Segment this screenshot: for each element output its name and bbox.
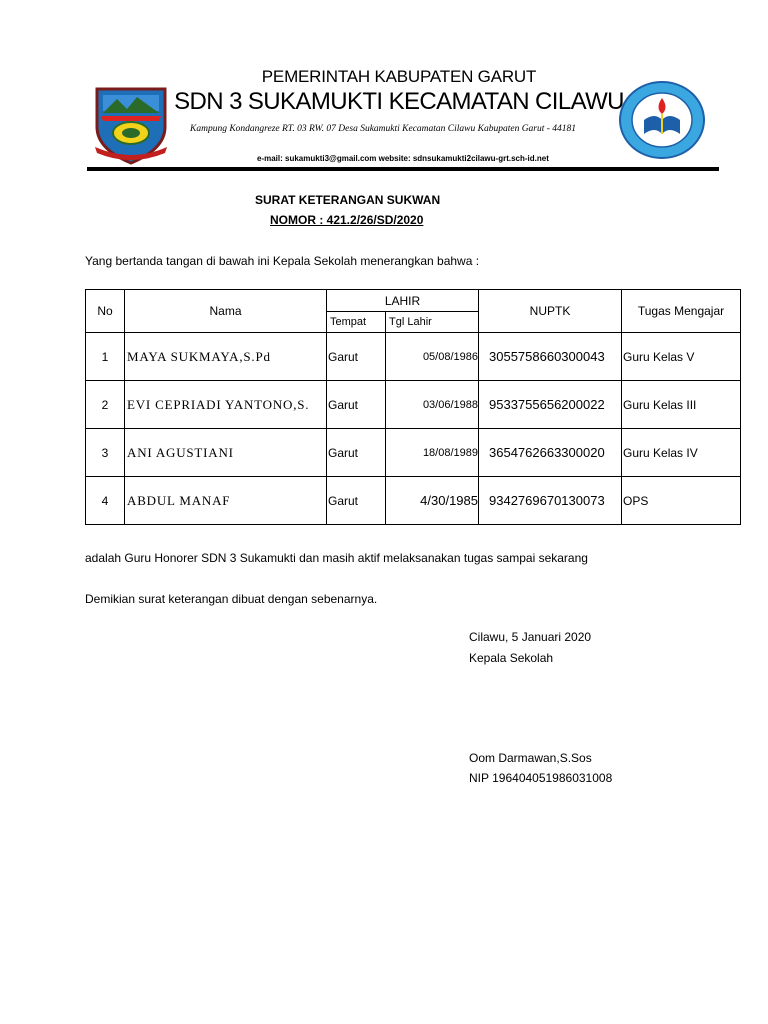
row-no: 3	[86, 429, 125, 477]
header-no: No	[86, 290, 125, 333]
letter-number: NOMOR : 421.2/26/SD/2020	[270, 213, 424, 227]
government-title: PEMERINTAH KABUPATEN GARUT	[261, 67, 537, 86]
row-date: 18/08/1989	[386, 429, 479, 477]
staff-table	[85, 289, 741, 525]
row-date: 03/06/1988	[386, 381, 479, 429]
row-place: Garut	[327, 429, 386, 477]
letter-title: SURAT KETERANGAN SUKWAN	[255, 193, 441, 207]
row-name: MAYA SUKMAYA,S.Pd	[125, 333, 327, 381]
header-birth: LAHIR	[327, 290, 479, 312]
row-no: 2	[86, 381, 125, 429]
row-nuptk: 3055758660300043	[479, 333, 622, 381]
school-contact: e-mail: sukamukti3@gmail.com website: sdnsukamukti2cilawu-grt.sch-id.net	[257, 154, 549, 163]
table-row	[86, 333, 741, 381]
table-header-row	[86, 290, 741, 312]
row-place: Garut	[327, 333, 386, 381]
signatory-name: Oom Darmawan,S.Sos	[469, 751, 592, 765]
table-row	[86, 477, 741, 525]
closing-text: Demikian surat keterangan dibuat dengan sebenarnya.	[85, 592, 378, 606]
row-nuptk: 9533755656200022	[479, 381, 622, 429]
statement-text: adalah Guru Honorer SDN 3 Sukamukti dan masih aktif melaksanakan tugas sampai sekarang	[85, 551, 588, 565]
row-date: 4/30/1985	[386, 477, 479, 525]
letterhead-divider	[87, 167, 719, 171]
signature-role: Kepala Sekolah	[469, 651, 554, 665]
intro-text: Yang bertanda tangan di bawah ini Kepala Sekolah menerangkan bahwa :	[85, 254, 480, 268]
row-duty: Guru Kelas IV	[622, 429, 741, 477]
row-place: Garut	[327, 477, 386, 525]
signature-place-date: Cilawu, 5 Januari 2020	[469, 630, 592, 644]
header-place: Tempat	[327, 312, 386, 333]
table-row	[86, 381, 741, 429]
row-name: ANI AGUSTIANI	[125, 429, 327, 477]
row-duty: Guru Kelas III	[622, 381, 741, 429]
row-no: 1	[86, 333, 125, 381]
row-nuptk: 3654762663300020	[479, 429, 622, 477]
header-date: Tgl Lahir	[386, 312, 479, 333]
school-address: Kampung Kondangreze RT. 03 RW. 07 Desa Sukamukti Kecamatan Cilawu Kabupaten Garut - 44181	[190, 124, 577, 134]
signatory-nip: NIP 196404051986031008	[469, 771, 613, 785]
row-duty: Guru Kelas V	[622, 333, 741, 381]
row-name: ABDUL MANAF	[125, 477, 327, 525]
row-date: 05/08/1986	[386, 333, 479, 381]
header-duty: Tugas Mengajar	[622, 290, 741, 333]
header-name: Nama	[125, 290, 327, 333]
header-nuptk: NUPTK	[479, 290, 622, 333]
row-no: 4	[86, 477, 125, 525]
school-title: SDN 3 SUKAMUKTI KECAMATAN CILAWU	[174, 88, 624, 115]
row-place: Garut	[327, 381, 386, 429]
table-row	[86, 429, 741, 477]
row-name: EVI CEPRIADI YANTONO,S.	[125, 381, 327, 429]
row-duty: OPS	[622, 477, 741, 525]
row-nuptk: 9342769670130073	[479, 477, 622, 525]
